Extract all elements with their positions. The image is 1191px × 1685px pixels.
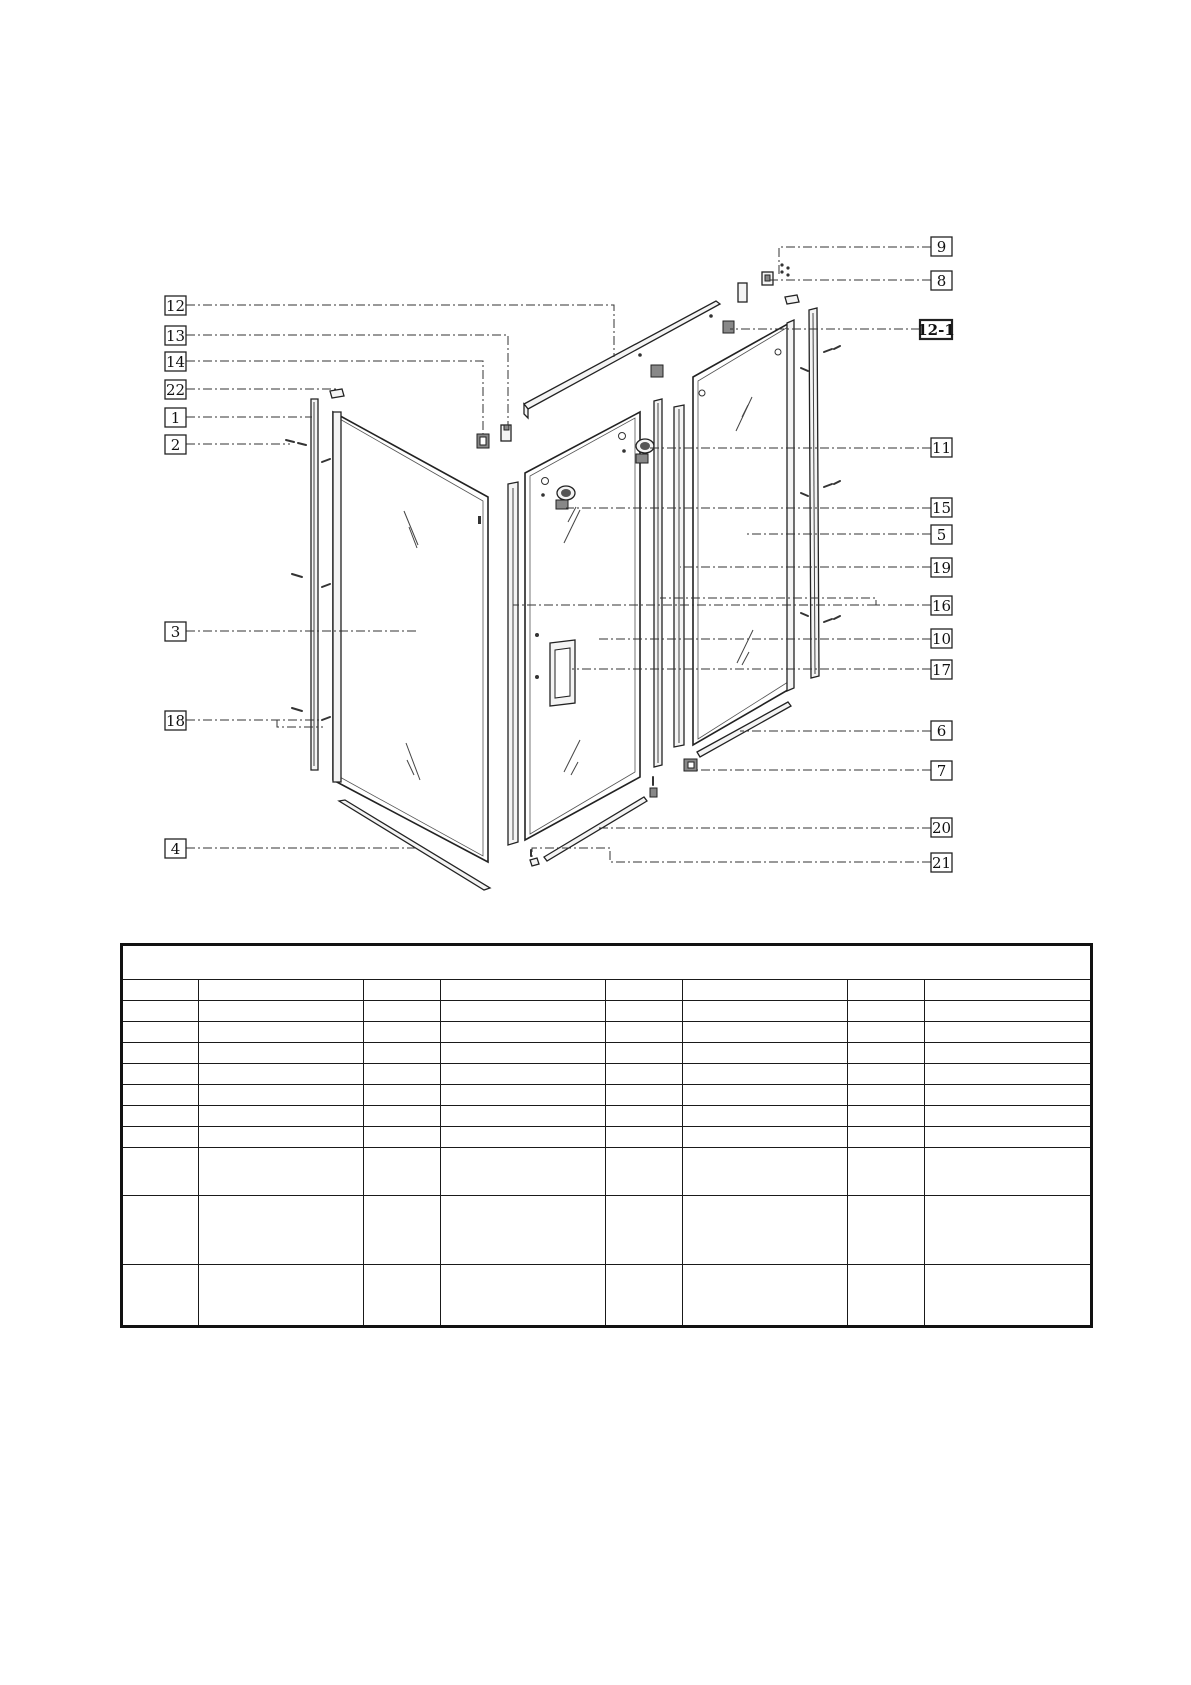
table-row	[122, 1064, 1092, 1085]
svg-text:22: 22	[165, 381, 186, 399]
callout-17	[931, 660, 952, 679]
table-row	[122, 1196, 1092, 1265]
rail-fitting	[651, 365, 663, 377]
top-right-connector	[738, 263, 790, 302]
svg-text:18: 18	[165, 712, 186, 730]
svg-text:19: 19	[931, 559, 952, 577]
svg-text:16: 16	[931, 597, 952, 615]
fixed-glass-panel	[333, 412, 488, 862]
bottom-connector	[684, 759, 697, 771]
table-caption-row	[122, 945, 1092, 980]
callout-16	[931, 596, 952, 615]
callout-22	[165, 380, 186, 399]
svg-text:2: 2	[170, 436, 181, 454]
table-row	[122, 1148, 1092, 1196]
table-row	[122, 1265, 1092, 1327]
callout-19	[931, 558, 952, 577]
callout-12	[165, 296, 186, 315]
svg-text:10: 10	[931, 630, 952, 648]
svg-text:5: 5	[936, 526, 947, 544]
callout-18	[165, 711, 186, 730]
callout-9	[931, 237, 952, 256]
svg-text:17: 17	[931, 661, 952, 679]
table-header-row	[122, 980, 1092, 1001]
right-wall-profile	[809, 308, 819, 678]
left-wall-profile	[311, 399, 318, 770]
callout-13	[165, 326, 186, 345]
callout-10	[931, 629, 952, 648]
callout-12-1	[917, 320, 955, 339]
svg-text:8: 8	[936, 272, 947, 290]
parts-list-table	[120, 943, 1093, 1328]
svg-text:6: 6	[936, 722, 947, 740]
panel-edge-profile	[333, 412, 341, 782]
svg-text:11: 11	[931, 439, 952, 457]
svg-text:13: 13	[165, 327, 186, 345]
callout-7	[931, 761, 952, 780]
callout-15	[931, 498, 952, 517]
svg-text:21: 21	[931, 854, 952, 872]
callout-11	[931, 438, 952, 457]
svg-text:12: 12	[165, 297, 186, 315]
callouts-right	[917, 237, 955, 872]
svg-text:20: 20	[931, 819, 952, 837]
door-glass-panel	[525, 412, 640, 840]
door-side-profile	[654, 399, 662, 767]
callout-20	[931, 818, 952, 837]
svg-text:15: 15	[931, 499, 952, 517]
callout-2	[165, 435, 186, 454]
svg-text:7: 7	[936, 762, 947, 780]
rail-end-cap	[501, 425, 511, 441]
rail-wall-connector	[477, 434, 489, 448]
table-row	[122, 1001, 1092, 1022]
table-row	[122, 1043, 1092, 1064]
callout-4	[165, 839, 186, 858]
table-caption	[122, 945, 1092, 980]
callout-8	[931, 271, 952, 290]
wall-screws-left	[286, 440, 330, 720]
svg-text:12-1: 12-1	[917, 321, 955, 339]
top-right-bracket	[785, 295, 799, 304]
svg-text:4: 4	[170, 840, 181, 858]
svg-text:14: 14	[165, 353, 186, 371]
callouts-left	[165, 296, 186, 858]
rail-connector	[723, 321, 734, 333]
callout-5	[931, 525, 952, 544]
vertical-seal-strip	[508, 482, 518, 845]
table-row	[122, 1022, 1092, 1043]
callout-14	[165, 352, 186, 371]
bottom-fixing	[530, 850, 539, 866]
table-row	[122, 1106, 1092, 1127]
top-support-rail	[524, 301, 720, 418]
callout-21	[931, 853, 952, 872]
callout-6	[931, 721, 952, 740]
svg-text:9: 9	[936, 238, 947, 256]
table-row	[122, 1085, 1092, 1106]
side-glass-panel	[693, 320, 794, 745]
magnetic-seal-strip	[674, 405, 684, 747]
table-row	[122, 1127, 1092, 1148]
svg-text:1: 1	[170, 409, 181, 427]
wall-screws-right	[801, 346, 840, 622]
callout-3	[165, 622, 186, 641]
top-bracket	[330, 389, 344, 398]
svg-text:3: 3	[170, 623, 181, 641]
callout-1	[165, 408, 186, 427]
